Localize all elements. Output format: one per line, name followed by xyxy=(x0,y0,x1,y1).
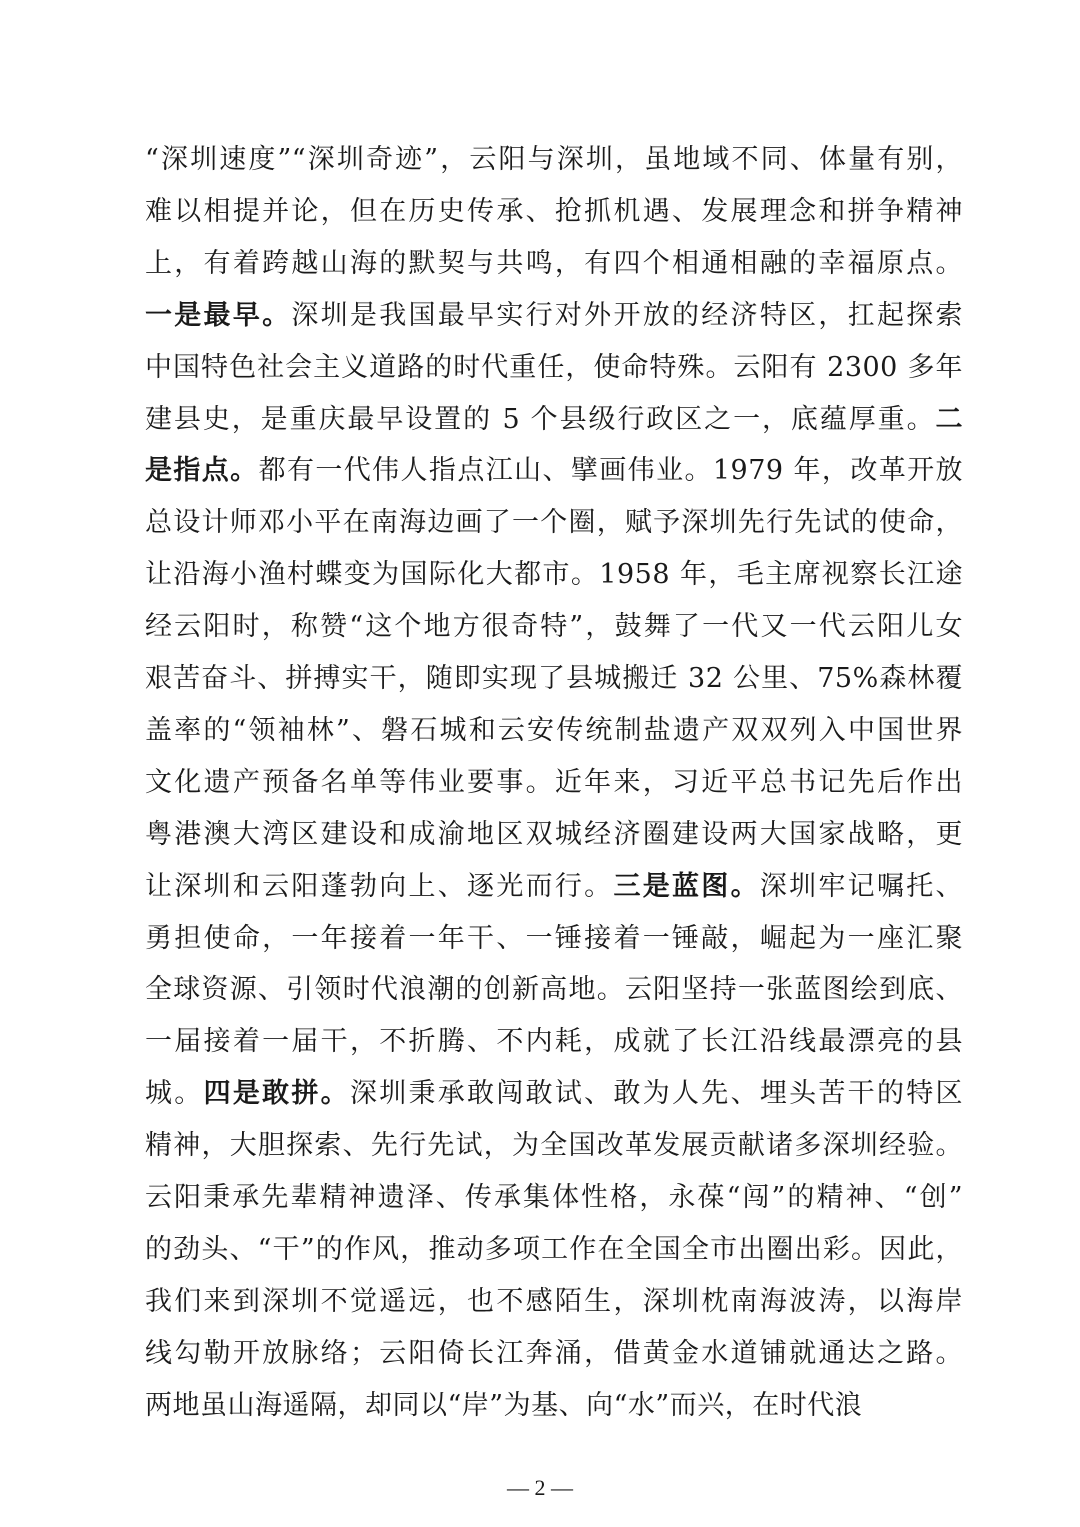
text-segment: 线勾勒开放脉络；云阳倚长江奔涌，借黄金水道铺就通达之路。 xyxy=(145,1337,963,1369)
text-segment: 的劲头、“干”的作风，推动多项工作在全国全市出圈出彩。因此， xyxy=(145,1233,963,1265)
text-segment: 难以相提并论，但在历史传承、抢抓机遇、发展理念和拼争精神 xyxy=(145,195,963,227)
text-line xyxy=(145,1328,963,1380)
text-line xyxy=(145,186,963,238)
text-segment: 粤港澳大湾区建设和成渝地区双城经济圈建设两大国家战略，更 xyxy=(145,818,963,850)
text-segment: 建县史，是重庆最早设置的 5 个县级行政区之一，底蕴厚重。 xyxy=(145,403,936,435)
bold-heading: 一是最早。 xyxy=(145,299,292,331)
bold-heading: 三是蓝图。 xyxy=(613,870,760,902)
text-segment: 深圳是我国最早实行对外开放的经济特区，扛起探索 xyxy=(291,299,964,331)
text-line xyxy=(145,549,963,601)
text-line xyxy=(145,134,963,186)
text-line xyxy=(145,445,963,497)
text-line xyxy=(145,342,963,394)
text-line xyxy=(145,861,963,913)
text-line xyxy=(145,653,963,705)
text-line xyxy=(145,809,963,861)
text-line xyxy=(145,757,963,809)
page-number: — 2 — xyxy=(507,1475,573,1500)
text-line xyxy=(145,964,963,1016)
text-segment: 两地虽山海遥隔，却同以“岸”为基、向“水”而兴，在时代浪 xyxy=(145,1389,863,1421)
text-segment: 经云阳时，称赞“这个地方很奇特”，鼓舞了一代又一代云阳儿女 xyxy=(145,611,963,643)
text-segment: 中国特色社会主义道路的时代重任，使命特殊。云阳有 2300 多年 xyxy=(145,351,963,383)
text-segment: 全球资源、引领时代浪潮的创新高地。云阳坚持一张蓝图绘到底、 xyxy=(145,974,963,1006)
text-segment: 文化遗产预备名单等伟业要事。近年来，习近平总书记先后作出 xyxy=(145,766,963,798)
text-line xyxy=(145,1068,963,1120)
bold-heading: 是指点。 xyxy=(145,455,259,487)
text-segment: 城。 xyxy=(145,1078,204,1110)
text-line xyxy=(145,290,963,342)
text-line xyxy=(145,601,963,653)
text-segment: 总设计师邓小平在南海边画了一个圈，赋予深圳先行先试的使命， xyxy=(145,507,963,539)
text-line xyxy=(145,394,963,446)
text-segment: 让深圳和云阳蓬勃向上、逐光而行。 xyxy=(145,870,614,902)
text-line xyxy=(145,705,963,757)
text-segment: 深圳秉承敢闯敢试、敢为人先、埋头苦干的特区 xyxy=(349,1078,964,1110)
text-segment: 让沿海小渔村蝶变为国际化大都市。1958 年，毛主席视察长江途 xyxy=(145,559,963,591)
text-line xyxy=(145,1380,963,1432)
text-line xyxy=(145,1172,963,1224)
text-line xyxy=(145,1120,963,1172)
text-line xyxy=(145,1224,963,1276)
text-line xyxy=(145,1276,963,1328)
text-segment: 上，有着跨越山海的默契与共鸣，有四个相通相融的幸福原点。 xyxy=(145,247,963,279)
text-segment: 我们来到深圳不觉遥远，也不感陌生，深圳枕南海波涛，以海岸 xyxy=(145,1285,963,1317)
text-segment: 都有一代伟人指点江山、擘画伟业。1979 年，改革开放 xyxy=(258,455,964,487)
text-line xyxy=(145,913,963,965)
text-line xyxy=(145,497,963,549)
text-segment: 云阳秉承先辈精神遗泽、传承集体性格，永葆“闯”的精神、“创” xyxy=(145,1182,963,1213)
text-segment: 一届接着一届干，不折腾、不内耗，成就了长江沿线最漂亮的县 xyxy=(145,1026,963,1058)
text-segment: 艰苦奋斗、拼搏实干，随即实现了县城搬迁 32 公里、75%森林覆 xyxy=(145,663,963,694)
text-segment: “深圳速度”“深圳奇迹”，云阳与深圳，虽地域不同、体量有别， xyxy=(145,144,963,175)
text-line xyxy=(145,1016,963,1068)
bold-heading: 二 xyxy=(935,403,963,435)
text-segment: 勇担使命，一年接着一年干、一锤接着一锤敲，崛起为一座汇聚 xyxy=(145,922,963,954)
text-segment: 盖率的“领袖林”、磐石城和云安传统制盐遗产双双列入中国世界 xyxy=(145,714,963,746)
bold-heading: 四是敢拼。 xyxy=(203,1078,350,1110)
text-segment: 精神，大胆探索、先行先试，为全国改革发展贡献诸多深圳经验。 xyxy=(145,1130,963,1162)
text-line xyxy=(145,238,963,290)
text-segment: 深圳牢记嘱托、 xyxy=(759,870,964,902)
